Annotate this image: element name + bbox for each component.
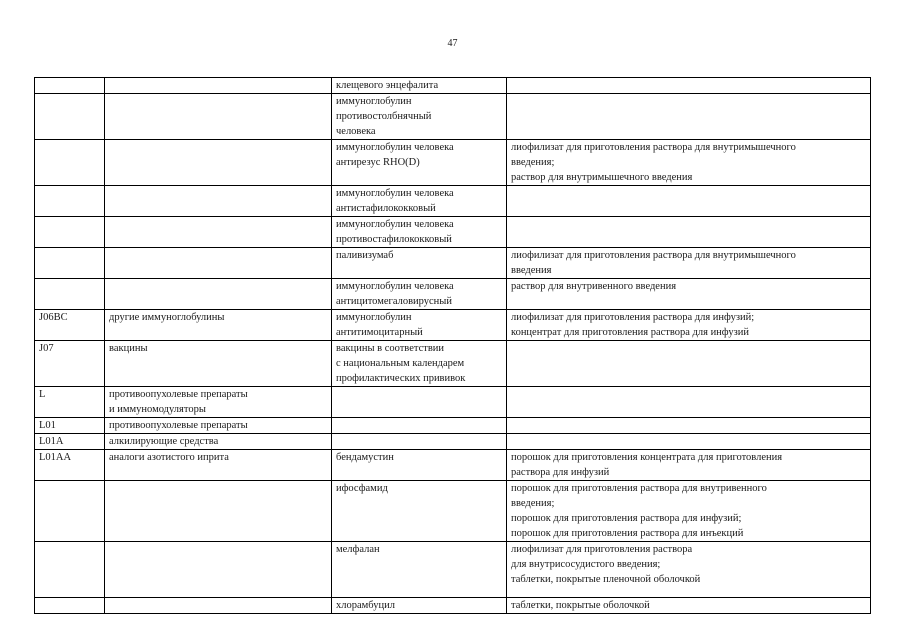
table-row [35,248,871,279]
atc-code-cell [35,248,105,279]
dosage-form-line: порошок для приготовления раствора для инфузий; [511,513,742,524]
dosage-form-cell [507,186,871,217]
drug-name-cell [332,310,507,341]
drug-name-cell [332,279,507,310]
atc-code-cell [35,341,105,387]
table-row [35,186,871,217]
anatomical-group-cell [105,217,332,248]
anatomical-group: другие иммуноглобулины [109,312,225,323]
table-row [35,310,871,341]
drug-name-cell [332,140,507,186]
page-number: 47 [447,38,458,49]
table-row [35,481,871,542]
table-row [35,217,871,248]
atc-code-cell [35,418,105,434]
drug-name-line: ифосфамид [336,483,388,494]
drug-name-line: антицитомегаловирусный [336,296,452,307]
anatomical-group-cell [105,542,332,598]
drug-name-line: иммуноглобулин человека [336,281,454,292]
drug-name-line: иммуноглобулин человека [336,219,454,230]
atc-code-cell [35,542,105,598]
anatomical-group-cell [105,598,332,614]
anatomical-group-cell [105,140,332,186]
dosage-form-cell [507,450,871,481]
dosage-form-cell [507,598,871,614]
drug-name-line: иммуноглобулин [336,96,412,107]
table-row [35,542,871,598]
anatomical-group: алкилирующие средства [109,436,219,447]
table-row [35,94,871,140]
drug-name-line: иммуноглобулин человека [336,188,454,199]
dosage-form-cell [507,341,871,387]
anatomical-group-cell [105,279,332,310]
atc-code: J07 [39,343,54,354]
drug-name-cell [332,598,507,614]
drug-name-line: мелфалан [336,544,380,555]
dosage-form-cell [507,434,871,450]
dosage-form-line: порошок для приготовления раствора для внутривенного [511,483,767,494]
atc-code-cell [35,94,105,140]
atc-code-cell [35,279,105,310]
anatomical-group-cell [105,248,332,279]
drug-name-cell [332,418,507,434]
table-row [35,78,871,94]
drug-name-cell [332,341,507,387]
atc-code: L01 [39,420,56,431]
dosage-form-cell [507,248,871,279]
atc-code: L01A [39,436,64,447]
atc-code: J06BC [39,312,68,323]
anatomical-group: противоопухолевые препараты [109,420,248,431]
table-row [35,387,871,418]
drug-name-cell [332,248,507,279]
atc-code-cell [35,217,105,248]
drug-name-cell [332,481,507,542]
dosage-form-line: введения [511,265,552,276]
dosage-form-line: введения; [511,157,555,168]
dosage-form-cell [507,78,871,94]
drug-name-line: антитимоцитарный [336,327,423,338]
dosage-form-cell [507,310,871,341]
dosage-form-line: введения; [511,498,555,509]
drug-name-line: паливизумаб [336,250,394,261]
table-row [35,598,871,614]
anatomical-group-cell [105,94,332,140]
dosage-form-line: раствор для внутримышечного введения [511,172,693,183]
anatomical-group: вакцины [109,343,148,354]
dosage-form-cell [507,94,871,140]
drug-name-line: профилактических прививок [336,373,466,384]
atc-code-cell [35,78,105,94]
anatomical-group: аналоги азотистого иприта [109,452,229,463]
drug-name-cell [332,186,507,217]
table-row [35,341,871,387]
anatomical-group-cell [105,450,332,481]
anatomical-group: противоопухолевые препараты и иммуномодуляторы [109,389,248,415]
atc-code: L01AA [39,452,72,463]
drug-name-cell [332,387,507,418]
drug-name-line: противостафилококковый [336,234,452,245]
drug-name-line: антистафилококковый [336,203,436,214]
anatomical-group-cell [105,310,332,341]
atc-code-cell [35,140,105,186]
drug-name-cell [332,217,507,248]
dosage-form-cell [507,217,871,248]
drug-name-line: антирезус RHO(D) [336,157,420,168]
dosage-form-cell [507,387,871,418]
anatomical-group-cell [105,341,332,387]
dosage-form-line: порошок для приготовления концентрата для приготовления [511,452,783,463]
dosage-form-cell [507,481,871,542]
table-body [35,78,871,614]
drug-name-cell [332,542,507,598]
drug-name-cell [332,94,507,140]
dosage-form-line: порошок для приготовления раствора для инъекций [511,528,744,539]
dosage-form-line: концентрат для приготовления раствора для инфузий [511,327,749,338]
drug-name-line: с национальным календарем [336,358,465,369]
atc-code-cell [35,598,105,614]
table-row [35,140,871,186]
dosage-form-line: раствор для внутривенного введения [511,281,677,292]
atc-code-cell [35,186,105,217]
drug-name-cell [332,434,507,450]
atc-code-cell [35,481,105,542]
dosage-form-line: лиофилизат для приготовления раствора для инфузий; [511,312,755,323]
drug-name-line: бендамустин [336,452,394,463]
anatomical-group-cell [105,387,332,418]
dosage-form-line: лиофилизат для приготовления раствора для внутримышечного [511,142,796,153]
anatomical-group-cell [105,418,332,434]
drug-name-line: вакцины в соответствии [336,343,445,354]
drug-name-line: иммуноглобулин человека [336,142,454,153]
drug-name-line: хлорамбуцил [336,600,395,611]
dosage-form-cell [507,542,871,598]
atc-code-cell [35,434,105,450]
atc-code-cell [35,310,105,341]
atc-code-cell [35,450,105,481]
anatomical-group-cell [105,481,332,542]
table-row [35,279,871,310]
anatomical-group-cell [105,78,332,94]
drug-table [34,77,871,614]
dosage-form-cell [507,279,871,310]
dosage-form-line: таблетки, покрытые оболочкой [511,600,650,611]
table-row [35,418,871,434]
dosage-form-line: лиофилизат для приготовления раствора [511,544,693,555]
dosage-form-line: раствора для инфузий [511,467,610,478]
table-row [35,450,871,481]
drug-name-cell [332,450,507,481]
drug-name-line: человека [336,126,376,137]
dosage-form-line: для внутрисосудистого введения; [511,559,661,570]
anatomical-group-cell [105,186,332,217]
dosage-form-cell [507,418,871,434]
drug-name-line: противостолбнячный [336,111,432,122]
drug-name-cell [332,78,507,94]
table-row [35,434,871,450]
dosage-form-line: лиофилизат для приготовления раствора для внутримышечного [511,250,796,261]
drug-name-line: иммуноглобулин [336,312,412,323]
drug-name-line: клещевого энцефалита [336,80,439,91]
atc-code-cell [35,387,105,418]
atc-code: L [39,389,46,400]
dosage-form-cell [507,140,871,186]
dosage-form-line: таблетки, покрытые пленочной оболочкой [511,574,701,585]
anatomical-group-cell [105,434,332,450]
